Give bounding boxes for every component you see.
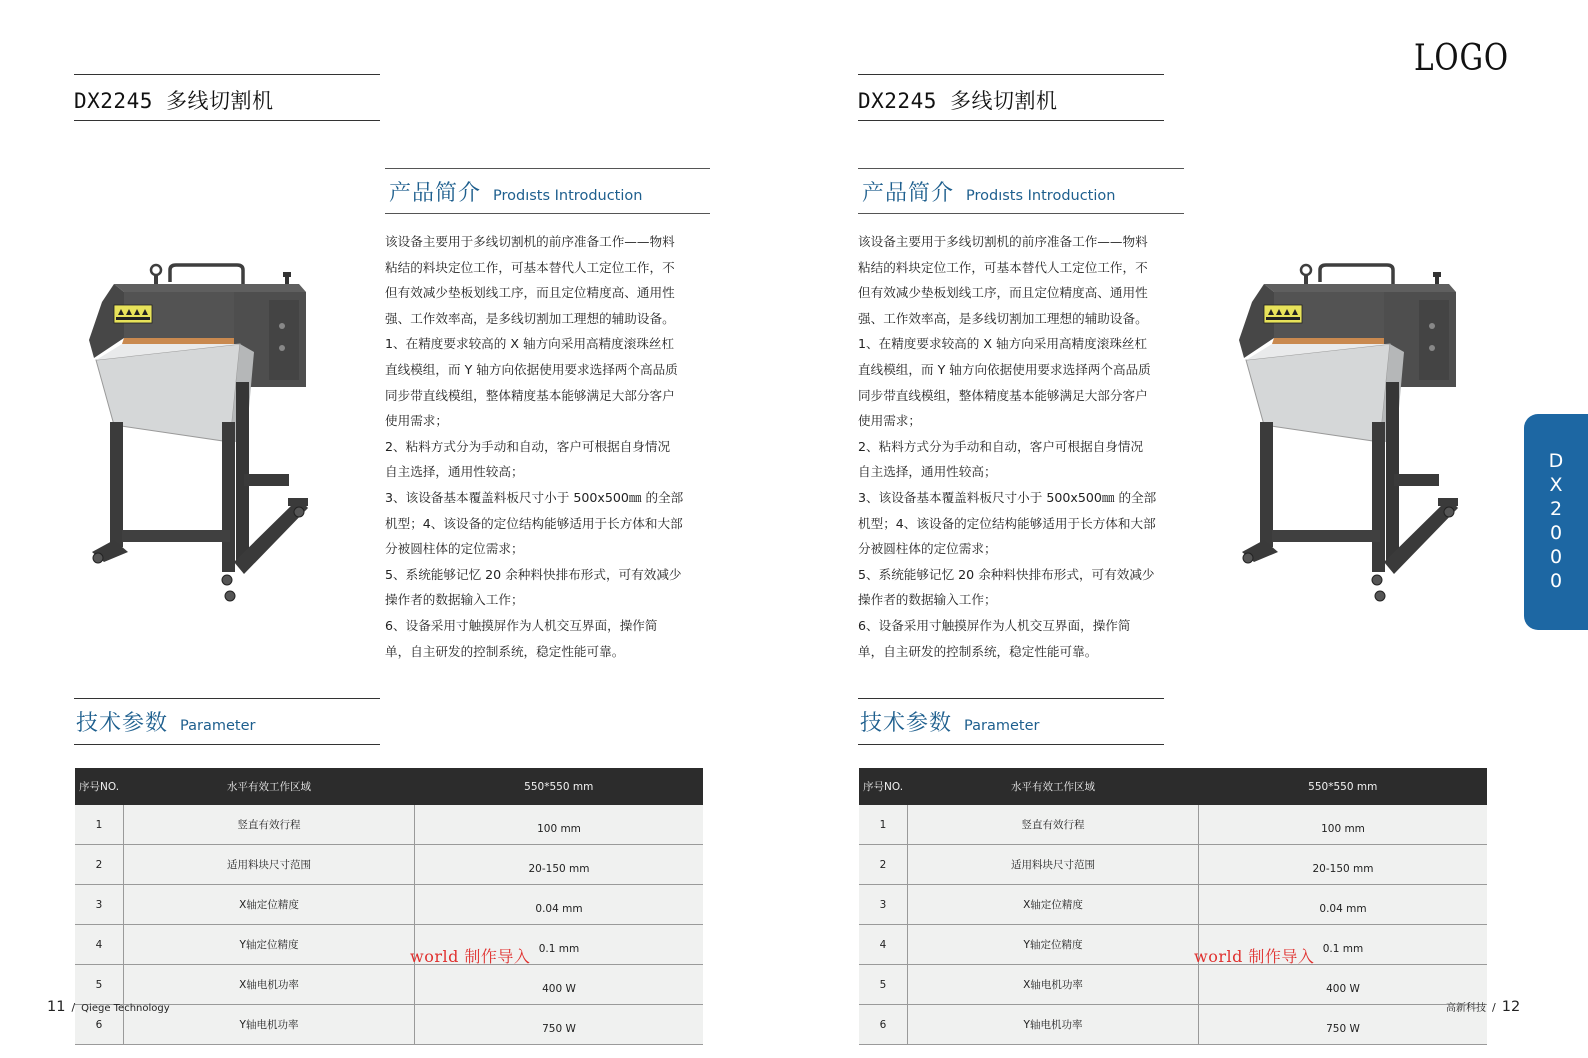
param-title-en: Parameter [180, 718, 256, 734]
cell-value: 100 mm [1199, 805, 1488, 845]
logo: LOGO [1414, 38, 1509, 79]
intro-line: 直线模组，而 Y 轴方向依据使用要求选择两个高品质 [858, 361, 1151, 377]
intro-heading [389, 176, 642, 207]
table-row [75, 925, 703, 965]
right-page [784, 0, 1578, 1058]
intro-line: 1、在精度要求较高的 X 轴方向采用高精度滚珠丝杠 [385, 336, 675, 352]
intro-line: 使用需求； [385, 413, 448, 429]
cell-value: 750 W [415, 1005, 704, 1045]
cell-item: X轴定位精度 [124, 885, 415, 925]
cell-no: 6 [75, 1005, 124, 1045]
table-row [75, 805, 703, 845]
machine-image [84, 262, 324, 607]
header-item: 水平有效工作区域 [124, 768, 415, 805]
table-row [859, 845, 1487, 885]
intro-title-en: Prodısts Introduction [966, 188, 1116, 204]
side-tab [1524, 414, 1588, 630]
intro-line: 同步带直线模组，整体精度基本能够满足大部分客户 [858, 387, 1148, 403]
cell-value: 0.1 mm [1199, 925, 1488, 965]
intro-line: 操作者的数据输入工作； [858, 592, 997, 608]
footer-separator: / [71, 1001, 76, 1014]
intro-line: 2、粘料方式分为手动和自动，客户可根据自身情况 [858, 438, 1144, 454]
intro-line: 1、在精度要求较高的 X 轴方向采用高精度滚珠丝杠 [858, 336, 1148, 352]
cell-no: 3 [859, 885, 908, 925]
cell-item: Y轴定位精度 [124, 925, 415, 965]
watermark: world 制作导入 [410, 947, 531, 966]
intro-line: 6、设备采用寸触摸屏作为人机交互界面，操作简 [385, 617, 658, 633]
intro-text [385, 229, 715, 664]
watermark: world 制作导入 [1194, 947, 1315, 966]
intro-line: 该设备主要用于多线切割机的前序准备工作——物料 [858, 234, 1148, 249]
param-heading [76, 706, 255, 737]
header-value: 550*550 mm [415, 768, 704, 805]
table-header-row [859, 768, 1487, 805]
param-title-zh: 技术参数 [76, 711, 169, 736]
intro-line: 单，自主研发的控制系统，稳定性能可靠。 [858, 643, 1098, 659]
intro-rule-bottom [385, 213, 710, 214]
cell-no: 5 [859, 965, 908, 1005]
intro-line: 3、该设备基本覆盖料板尺寸小于 500x500㎜ 的全部 [858, 489, 1157, 505]
cell-item: X轴电机功率 [124, 965, 415, 1005]
footer-company: Qiege Technology [81, 1003, 170, 1014]
param-rule-top [858, 698, 1164, 699]
cell-value: 0.04 mm [415, 885, 704, 925]
intro-line: 但有效减少垫板划线工序，而且定位精度高、通用性 [385, 285, 675, 301]
intro-line: 单，自主研发的控制系统，稳定性能可靠。 [385, 643, 625, 659]
intro-line: 分被圆柱体的定位需求； [858, 541, 997, 557]
intro-line: 同步带直线模组，整体精度基本能够满足大部分客户 [385, 387, 675, 403]
cell-value: 750 W [1199, 1005, 1488, 1045]
intro-line: 自主选择，通用性较高； [858, 464, 997, 480]
footer-separator: / [1492, 1001, 1496, 1014]
cell-no: 2 [859, 845, 908, 885]
cell-no: 1 [859, 805, 908, 845]
cell-value: 0.1 mm [415, 925, 704, 965]
cell-item: 适用料块尺寸范围 [908, 845, 1199, 885]
machine-image [1234, 262, 1474, 607]
table-row [859, 965, 1487, 1005]
table-row [859, 885, 1487, 925]
title-rule-bottom [74, 120, 380, 121]
intro-rule-bottom [858, 213, 1184, 214]
cell-item: Y轴定位精度 [908, 925, 1199, 965]
param-rule-bottom [858, 744, 1164, 745]
cell-item: Y轴电机功率 [908, 1005, 1199, 1045]
page-number: 11 [47, 999, 66, 1015]
cell-value: 20-150 mm [415, 845, 704, 885]
footer-right [1446, 999, 1520, 1015]
table-row [75, 885, 703, 925]
cell-item: 竖直有效行程 [124, 805, 415, 845]
intro-line: 粘结的料块定位工作，可基本替代人工定位工作，不 [385, 259, 675, 275]
model-title: DX2245 多线切割机 [74, 89, 274, 113]
cell-no: 4 [859, 925, 908, 965]
intro-line: 粘结的料块定位工作，可基本替代人工定位工作，不 [858, 259, 1148, 275]
param-rule-top [74, 698, 380, 699]
cell-value: 100 mm [415, 805, 704, 845]
intro-line: 直线模组，而 Y 轴方向依据使用要求选择两个高品质 [385, 361, 678, 377]
cell-item: Y轴电机功率 [124, 1005, 415, 1045]
table-row [75, 845, 703, 885]
cell-item: 竖直有效行程 [908, 805, 1199, 845]
intro-line: 机型；4、该设备的定位结构能够适用于长方体和大部 [858, 515, 1156, 531]
intro-line: 强、工作效率高，是多线切割加工理想的辅助设备。 [858, 310, 1148, 326]
cell-no: 4 [75, 925, 124, 965]
intro-line: 3、该设备基本覆盖料板尺寸小于 500x500㎜ 的全部 [385, 489, 684, 505]
header-item: 水平有效工作区域 [908, 768, 1199, 805]
intro-line: 5、系统能够记忆 20 余种料快排布形式，可有效减少 [385, 566, 682, 582]
cell-value: 400 W [415, 965, 704, 1005]
intro-rule-top [858, 168, 1184, 169]
intro-line: 自主选择，通用性较高； [385, 464, 524, 480]
intro-line: 操作者的数据输入工作； [385, 592, 524, 608]
cell-value: 400 W [1199, 965, 1488, 1005]
intro-rule-top [385, 168, 710, 169]
footer-company: 高新科技 [1446, 1003, 1486, 1014]
intro-title-zh: 产品简介 [862, 181, 955, 206]
table-row [859, 805, 1487, 845]
param-rule-bottom [74, 744, 380, 745]
header-no: 序号NO. [75, 768, 124, 805]
header-value: 550*550 mm [1199, 768, 1488, 805]
intro-text [858, 229, 1188, 664]
title-rule-bottom [858, 120, 1164, 121]
intro-line: 该设备主要用于多线切割机的前序准备工作——物料 [385, 234, 675, 249]
intro-line: 机型；4、该设备的定位结构能够适用于长方体和大部 [385, 515, 683, 531]
intro-line: 分被圆柱体的定位需求； [385, 541, 524, 557]
param-heading [860, 706, 1039, 737]
footer-left [47, 999, 170, 1015]
intro-line: 使用需求； [858, 413, 921, 429]
cell-item: X轴电机功率 [908, 965, 1199, 1005]
intro-title-en: Prodısts Introduction [493, 188, 643, 204]
intro-title-zh: 产品简介 [389, 181, 482, 206]
table-row [859, 1005, 1487, 1045]
title-rule-top [858, 74, 1164, 75]
table-row [859, 925, 1487, 965]
intro-line: 但有效减少垫板划线工序，而且定位精度高、通用性 [858, 285, 1148, 301]
side-tab-label: DX2000 [1545, 450, 1567, 594]
cell-value: 0.04 mm [1199, 885, 1488, 925]
cell-item: 适用料块尺寸范围 [124, 845, 415, 885]
cell-item: X轴定位精度 [908, 885, 1199, 925]
cell-no: 3 [75, 885, 124, 925]
cell-no: 6 [859, 1005, 908, 1045]
header-no: 序号NO. [859, 768, 908, 805]
intro-heading [862, 176, 1115, 207]
cell-no: 5 [75, 965, 124, 1005]
intro-line: 2、粘料方式分为手动和自动，客户可根据自身情况 [385, 438, 671, 454]
intro-line: 5、系统能够记忆 20 余种料快排布形式，可有效减少 [858, 566, 1155, 582]
cell-no: 1 [75, 805, 124, 845]
page-number: 12 [1501, 999, 1521, 1015]
title-rule-top [74, 74, 380, 75]
param-title-en: Parameter [964, 718, 1040, 734]
cell-no: 2 [75, 845, 124, 885]
cell-value: 20-150 mm [1199, 845, 1488, 885]
param-title-zh: 技术参数 [860, 711, 953, 736]
intro-line: 强、工作效率高，是多线切割加工理想的辅助设备。 [385, 310, 675, 326]
table-header-row [75, 768, 703, 805]
intro-line: 6、设备采用寸触摸屏作为人机交互界面，操作简 [858, 617, 1131, 633]
model-title: DX2245 多线切割机 [858, 89, 1058, 113]
